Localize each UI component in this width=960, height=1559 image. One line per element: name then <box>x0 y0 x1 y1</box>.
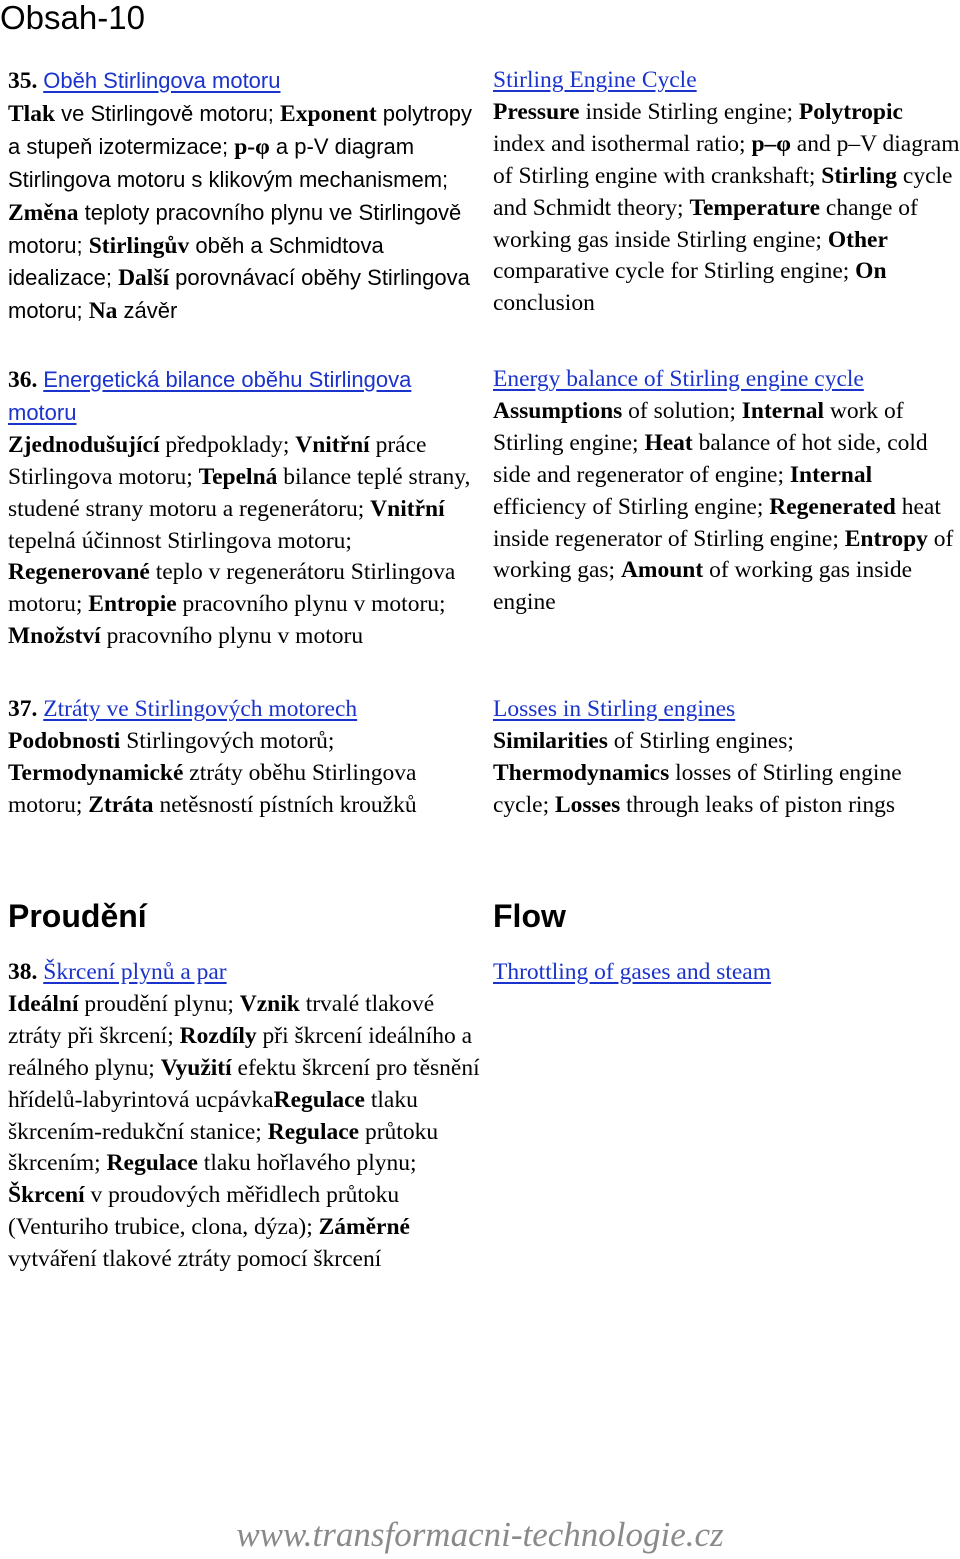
keyword: Podobnosti <box>8 727 121 754</box>
description-text: proudění plynu; <box>78 990 240 1017</box>
keyword: Regulace <box>106 1150 198 1177</box>
keyword: Rozdíly <box>179 1022 257 1049</box>
description-text: při škrcení ideálního a reálného plynu; <box>8 1022 473 1081</box>
footer-website: www.transformacni-technologie.cz <box>236 1515 724 1554</box>
section-paragraph <box>493 957 960 989</box>
description-text: efektu škrcení pro těsnění hřídelů-labyrintová ucpávka <box>8 1054 480 1113</box>
heading-flow: Flow <box>493 898 566 934</box>
section-37-en <box>493 694 960 822</box>
keyword: Regulace <box>273 1086 365 1113</box>
section-paragraph <box>493 65 960 320</box>
czech-column <box>8 0 484 1400</box>
keyword: p-φ <box>234 133 270 160</box>
keyword: Assumptions <box>493 397 623 424</box>
description-text: netěsností pístních kroužků <box>153 791 417 818</box>
description-text: ve Stirlingově motoru; <box>55 100 281 126</box>
description-text: oběh a Schmidtova idealizace; <box>8 232 384 291</box>
section-35-en <box>493 65 960 320</box>
description-text: předpoklady; <box>159 431 296 458</box>
section-title-link[interactable]: Oběh Stirlingova motoru <box>43 68 281 93</box>
keyword: Ztráta <box>88 791 154 818</box>
description-text: index and isothermal ratio; <box>493 130 752 157</box>
section-36-cz <box>8 364 484 653</box>
section-paragraph <box>8 65 484 328</box>
section-title-link[interactable]: Stirling Engine Cycle <box>493 67 697 93</box>
section-paragraph <box>8 364 484 653</box>
description-text: balance of hot side, cold side and regenerator of engine; <box>493 429 928 488</box>
keyword: On <box>855 258 887 285</box>
description-text: tepelná účinnost Stirlingova motoru; <box>8 527 352 554</box>
description-text: trvalé tlakové ztráty při škrcení; <box>8 990 435 1049</box>
keyword: Ideální <box>8 990 79 1017</box>
description-text: work of Stirling engine; <box>493 397 904 456</box>
keyword: Škrcení <box>8 1182 85 1209</box>
keyword: Regulace <box>267 1118 360 1145</box>
description-text: heat inside regenerator of Stirling engine; <box>493 493 941 552</box>
keyword: Temperature <box>689 194 821 221</box>
section-number: 38. <box>8 959 38 985</box>
description-text: of working gas inside engine <box>493 557 913 616</box>
page-title: Obsah-10 <box>0 0 145 36</box>
description-text: závěr <box>117 298 178 324</box>
description-text: práce Stirlingova motoru; <box>8 431 427 490</box>
section-paragraph <box>8 957 484 1276</box>
keyword: Internal <box>741 397 825 424</box>
description-text: efficiency of Stirling engine; <box>493 493 770 520</box>
keyword: Polytropic <box>798 98 903 125</box>
keyword: Změna <box>8 199 79 226</box>
section-paragraph <box>493 364 960 619</box>
keyword: Thermodynamics <box>493 759 670 786</box>
keyword: Internal <box>789 461 873 488</box>
keyword: Entropie <box>88 591 177 618</box>
description-text: teploty pracovního plynu ve Stirlingově motoru; <box>8 199 462 258</box>
keyword: Využití <box>160 1054 232 1081</box>
section-title-link[interactable]: Ztráty ve Stirlingových motorech <box>43 696 358 722</box>
section-37-cz <box>8 694 484 822</box>
description-text: vytváření tlakové ztráty pomocí škrcení <box>8 1246 382 1273</box>
section-35-cz <box>8 65 484 328</box>
description-text: v proudových měřidlech průtoku (Venturiho trubice, clona, dýza); <box>8 1182 400 1241</box>
keyword: Other <box>827 226 888 253</box>
description-text: polytropy a stupeň izotermizace; <box>8 100 473 159</box>
section-number: 37. <box>8 696 38 722</box>
keyword: Pressure <box>493 98 580 125</box>
description-text: change of working gas inside Stirling engine; <box>493 194 918 253</box>
keyword: Exponent <box>280 100 377 127</box>
keyword: Vznik <box>239 990 300 1017</box>
keyword: Similarities <box>493 727 608 754</box>
description-text: teplo v regenerátoru Stirlingova motoru; <box>8 559 456 618</box>
description-text: losses of Stirling engine cycle; <box>493 759 902 818</box>
keyword: p–φ <box>751 130 791 157</box>
english-column <box>493 0 960 1400</box>
description-text: pracovního plynu v motoru <box>100 623 364 650</box>
section-title-link[interactable]: Energy balance of Stirling engine cycle <box>493 366 864 392</box>
keyword: Regenerované <box>8 559 150 586</box>
keyword: Entropy <box>844 525 928 552</box>
keyword: Vnitřní <box>370 495 445 522</box>
keyword: Regenerated <box>769 493 896 520</box>
keyword: Termodynamické <box>8 759 184 786</box>
description-text: a p-V diagram Stirlingova motoru s klikovým mechanismem; <box>8 133 449 192</box>
description-text: Stirlingových motorů; <box>120 727 335 754</box>
description-text: inside Stirling engine; <box>579 98 799 125</box>
description-text: of working gas; <box>493 525 954 584</box>
section-number: 36. <box>8 367 38 393</box>
section-title-link[interactable]: Throttling of gases and steam <box>493 959 772 985</box>
description-text: comparative cycle for Stirling engine; <box>493 258 856 285</box>
section-title-link[interactable]: Energetická bilance oběhu Stirlingova motoru <box>8 367 412 425</box>
description-text: bilance teplé strany, studené strany motoru a regenerátoru; <box>8 463 471 522</box>
keyword: Heat <box>644 429 693 456</box>
section-38-cz <box>8 957 484 1276</box>
section-38-en <box>493 957 960 989</box>
keyword: Záměrné <box>318 1214 410 1241</box>
keyword: Vnitřní <box>295 431 370 458</box>
keyword: Tlak <box>8 100 56 127</box>
keyword: Zjednodušující <box>8 431 160 458</box>
keyword: Další <box>118 265 170 292</box>
section-number: 35. <box>8 68 38 94</box>
description-text: cycle and Schmidt theory; <box>493 162 953 221</box>
description-text: tlaku škrcením-redukční stanice; <box>8 1086 418 1145</box>
keyword: Stirlingův <box>88 232 190 259</box>
description-text: tlaku hořlavého plynu; <box>197 1150 417 1177</box>
description-text: průtoku škrcením; <box>8 1118 439 1177</box>
heading-proudeni: Proudění <box>8 898 147 934</box>
keyword: Tepelná <box>198 463 278 490</box>
description-text: of Stirling engines; <box>607 727 794 754</box>
description-text: conclusion <box>493 290 595 317</box>
description-text: through leaks of piston rings <box>620 791 896 818</box>
keyword: Na <box>88 298 118 325</box>
keyword: Amount <box>620 557 704 584</box>
description-text: of solution; <box>622 397 742 424</box>
keyword: Stirling <box>821 162 898 189</box>
description-text: ztráty oběhu Stirlingova motoru; <box>8 759 417 818</box>
description-text: and p–V diagram of Stirling engine with crankshaft; <box>493 130 960 189</box>
section-36-en <box>493 364 960 619</box>
description-text: pracovního plynu v motoru; <box>176 591 446 618</box>
section-paragraph <box>8 694 484 822</box>
keyword: Losses <box>554 791 621 818</box>
section-title-link[interactable]: Losses in Stirling engines <box>493 696 736 722</box>
keyword: Množství <box>8 623 101 650</box>
section-paragraph <box>493 694 960 822</box>
description-text: porovnávací oběhy Stirlingova motoru; <box>8 265 470 324</box>
section-title-link[interactable]: Škrcení plynů a par <box>43 959 227 985</box>
